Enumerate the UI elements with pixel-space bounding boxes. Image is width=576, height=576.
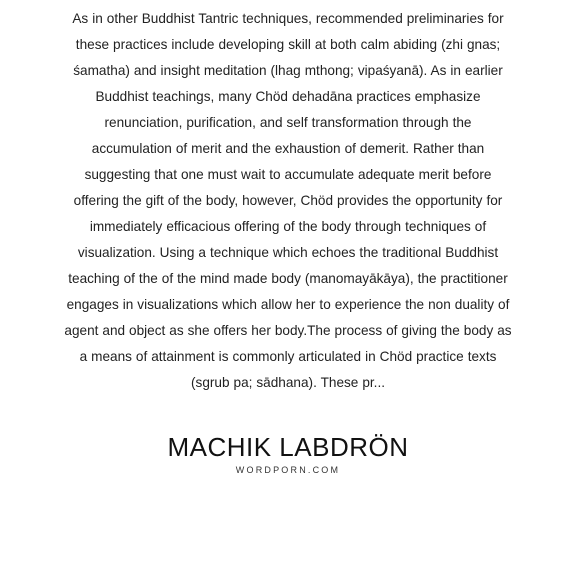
quote-line: (sgrub pa; sādhana). These pr... — [191, 375, 385, 390]
quote-line: visualization. Using a technique which echoes the traditional Buddhist — [77, 245, 499, 260]
quote-line: suggesting that one must wait to accumulate adequate merit before — [84, 167, 492, 182]
author-name: MACHIK LABDRÖN — [167, 432, 409, 462]
quote-line: these practices include developing skill at both calm abiding (zhi gnas; — [75, 37, 501, 52]
quote-line: a means of attainment is commonly articulated in Chöd practice texts — [79, 349, 497, 364]
source-site: WORDPORN.COM — [235, 465, 341, 475]
quote-line: As in other Buddhist Tantric techniques, recommended preliminaries for — [72, 11, 504, 26]
quote-line: accumulation of merit and the exhaustion of demerit. Rather than — [91, 141, 485, 156]
quote-line: offering the gift of the body, however, Chöd provides the opportunity for — [73, 193, 503, 208]
quote-line: immediately efficacious offering of the body through techniques of — [89, 219, 487, 234]
quote-line: engages in visualizations which allow her to experience the non duality of — [66, 297, 510, 312]
quote-text — [40, 6, 536, 396]
quote-line: Buddhist teachings, many Chöd dehadāna practices emphasize — [95, 89, 481, 104]
quote-line: śamatha) and insight meditation (lhag mthong; vipaśyanā). As in earlier — [73, 63, 503, 78]
quote-line: renunciation, purification, and self transformation through the — [104, 115, 472, 130]
quote-line: teaching of the of the mind made body (manomayākāya), the practitioner — [68, 271, 508, 286]
quote-line: agent and object as she offers her body.The process of giving the body as — [64, 323, 512, 338]
